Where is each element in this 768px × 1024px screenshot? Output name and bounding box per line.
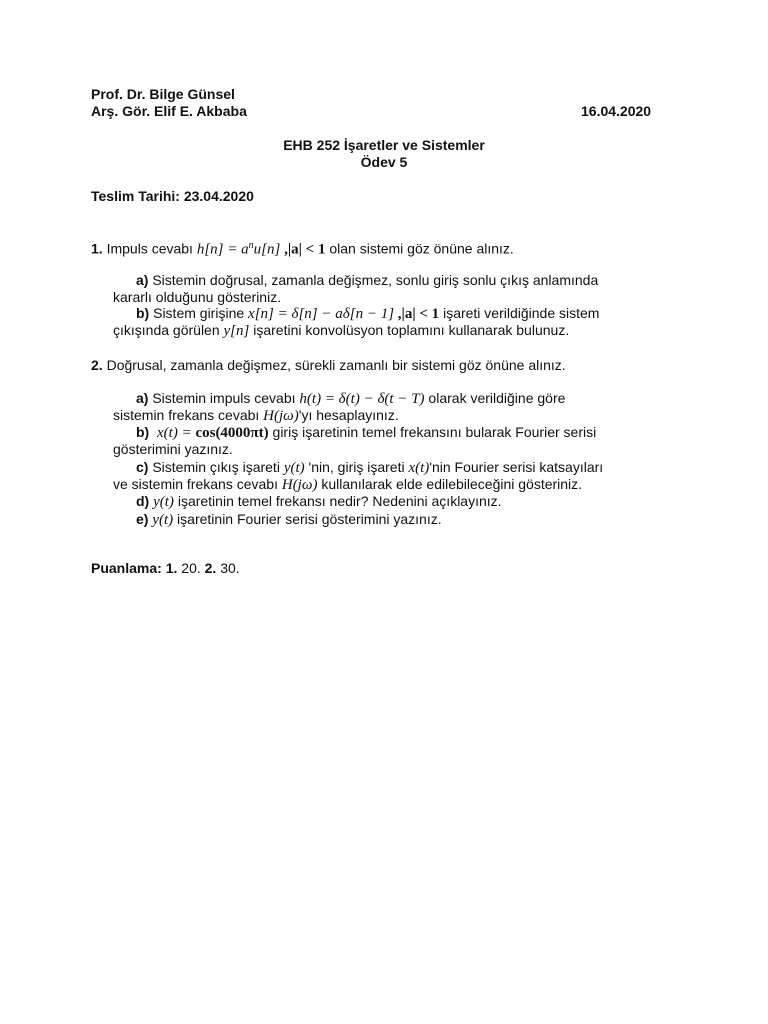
q1-number: 1. xyxy=(91,240,103,257)
grading-line: Puanlama: 1. 20. 2. 30. xyxy=(91,560,240,576)
q2a-label: a) xyxy=(136,390,149,406)
q2c-line2: ve sistemin frekans cevabı H(jω) kullanılarak elde edilebileceğini gösteriniz. xyxy=(113,476,583,493)
q1a-line1: a) Sistemin doğrusal, zamanla değişmez, sonlu giriş sonlu çıkış anlamında xyxy=(136,272,599,288)
q2c-label: c) xyxy=(136,459,149,475)
q2e-line: e) y(t) işaretinin Fourier serisi gösterimini yazınız. xyxy=(136,511,442,528)
professor-name: Prof. Dr. Bilge Günsel xyxy=(91,86,235,102)
course-title: EHB 252 İşaretler ve Sistemler xyxy=(283,137,485,153)
q1b-line1: b) Sistem girişine x[n] = δ[n] − aδ[n − 1] ,|a| < 1 işareti verildiğinde sistem xyxy=(136,305,600,322)
q2a-line1: a) Sistemin impuls cevabı h(t) = δ(t) − δ(t − T) olarak verildiğine göre xyxy=(136,390,566,407)
assistant-name: Arş. Gör. Elif E. Akbaba xyxy=(91,103,247,119)
q1b-line2: çıkışında görülen y[n] işaretini konvolüsyon toplamını kullanarak bulunuz. xyxy=(113,322,570,339)
q1a-line2: kararlı olduğunu gösteriniz. xyxy=(113,289,282,305)
q2-number: 2. xyxy=(91,357,103,373)
q1-intro: 1. Impuls cevabı $h[n] = a^nu[n] ,|a| < 1$ olan sistemi göz önüne alınız. xyxy=(91,240,514,258)
q2e-label: e) xyxy=(136,511,149,527)
q2-intro: 2. Doğrusal, zamanla değişmez, sürekli zamanlı bir sistemi göz önüne alınız. xyxy=(91,357,566,373)
q1b-label: b) xyxy=(136,305,150,321)
q2b-line1: b) x(t) = cos(4000πt) giriş işaretinin temel frekansını bularak Fourier serisi xyxy=(136,424,597,441)
q2a-line2: sistemin frekans cevabı H(jω)'yı hesaplayınız. xyxy=(113,407,399,424)
q2d-label: d) xyxy=(136,493,150,509)
homework-title: Ödev 5 xyxy=(360,154,408,170)
q2d-line: d) y(t) işaretinin temel frekansı nedir? Nedenini açıklayınız. xyxy=(136,493,502,510)
q2b-label: b) xyxy=(136,424,150,440)
q2c-line1: c) Sistemin çıkış işareti y(t) 'nin, giriş işareti x(t)'nin Fourier serisi katsayıları xyxy=(136,459,604,476)
q1a-label: a) xyxy=(136,272,149,288)
document-date: 16.04.2020 xyxy=(581,103,652,119)
due-date: Teslim Tarihi: 23.04.2020 xyxy=(91,188,254,204)
q2b-line2: gösterimini yazınız. xyxy=(113,441,233,457)
grading-label: Puanlama: xyxy=(91,560,162,576)
